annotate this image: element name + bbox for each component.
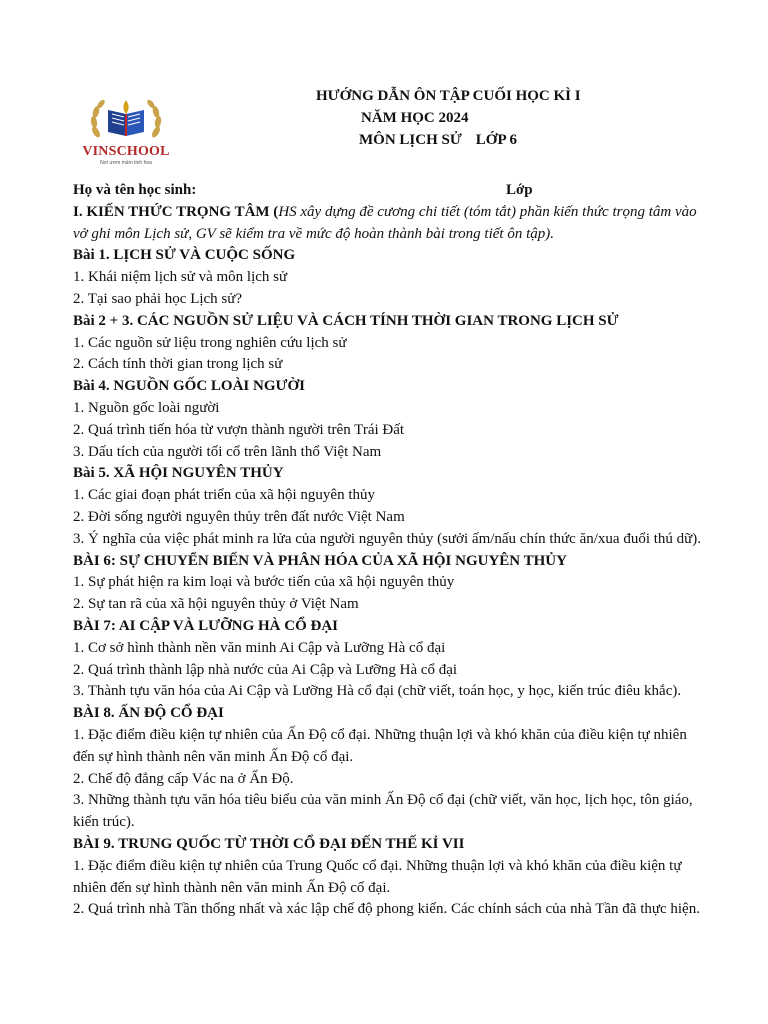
lesson-item: 2. Tại sao phải học Lịch sử? (73, 290, 243, 307)
lesson-item: 2. Quá trình thành lập nhà nước của Ai Cập và Lưỡng Hà cổ đại (73, 661, 458, 678)
lesson-title: Bài 4. NGUỒN GỐC LOÀI NGƯỜI (73, 378, 305, 395)
lesson-item: 1. Sự phát hiện ra kim loại và bước tiến của xã hội nguyên thủy (73, 574, 455, 591)
student-info-row (73, 180, 733, 202)
lesson-item: 1. Nguồn gốc loài người (73, 399, 220, 416)
lesson-item: 3. Ý nghĩa của việc phát minh ra lửa của người nguyên thủy (sưởi ấm/nấu chín thức ăn/xua đuổi thú dữ). (73, 530, 702, 547)
section-note-1: HS xây dựng đề cương chi tiết (tóm tắt) phần kiến thức trọng tâm vào (278, 203, 697, 220)
lesson-item: 1. Các nguồn sử liệu trong nghiên cứu lịch sử (73, 334, 347, 351)
lesson-item: 2. Chế độ đẳng cấp Vác na ở Ấn Độ. (73, 770, 294, 787)
student-name-label: Họ và tên học sinh: (73, 182, 197, 198)
book-laurel-icon (88, 96, 164, 144)
document-title: HƯỚNG DẪN ÔN TẬP CUỐI HỌC KÌ I (316, 88, 581, 104)
subject-grade (359, 132, 517, 149)
lesson-item: 2. Sự tan rã của xã hội nguyên thủy ở Việt Nam (73, 596, 359, 613)
section-note-2: vở ghi môn Lịch sử, GV sẽ kiểm tra về mức độ hoàn thành bài trong tiết ôn tập). (73, 225, 554, 242)
lesson-item: 2. Quá trình nhà Tần thống nhất và xác lập chế độ phong kiến. Các chính sách của nhà Tần đã thực hiện. (73, 901, 700, 918)
lesson-item: 1. Đặc điểm điều kiện tự nhiên của Trung Quốc cổ đại. Những thuận lợi và khó khăn của điều kiện tự (73, 857, 682, 874)
lesson-item: 3. Dấu tích của người tối cổ trên lãnh thổ Việt Nam (73, 443, 382, 460)
lesson-list (73, 245, 733, 921)
lesson-title: Bài 5. XÃ HỘI NGUYÊN THỦY (73, 465, 284, 482)
lesson-item: 2. Cách tính thời gian trong lịch sử (73, 356, 283, 373)
lesson-item: 1. Các giai đoạn phát triển của xã hội nguyên thủy (73, 487, 375, 504)
lesson-item: đến sự hình thành nên văn minh Ấn Độ cổ đại. (73, 748, 354, 765)
lesson-title: Bài 2 + 3. CÁC NGUỒN SỬ LIỆU VÀ CÁCH TÍNH THỜI GIAN TRONG LỊCH SỬ (73, 312, 619, 329)
lesson-title: BÀI 8. ẤN ĐỘ CỔ ĐẠI (73, 705, 224, 722)
lesson-item: 2. Quá trình tiến hóa từ vượn thành người trên Trái Đất (73, 421, 405, 438)
lesson-title: BÀI 6: SỰ CHUYỂN BIẾN VÀ PHÂN HÓA CỦA XÃ HỘI NGUYÊN THỦY (73, 552, 567, 569)
vinschool-logo (78, 96, 174, 166)
lesson-item: 3. Những thành tựu văn hóa tiêu biểu của văn minh Ấn Độ cổ đại (chữ viết, văn học, lịch học, tôn giáo, (73, 792, 693, 809)
class-label: Lớp (506, 182, 533, 198)
document-body (73, 180, 733, 921)
lesson-item: 1. Đặc điểm điều kiện tự nhiên của Ấn Độ cổ đại. Những thuận lợi và khó khăn của điều kiện tự nhiên (73, 726, 687, 743)
school-year: NĂM HỌC 2024 (361, 110, 469, 126)
lesson-item: 1. Khái niệm lịch sử và môn lịch sử (73, 269, 288, 286)
lesson-title: BÀI 9. TRUNG QUỐC TỪ THỜI CỔ ĐẠI ĐẾN THẾ KỈ VII (73, 835, 465, 852)
lesson-item: 2. Đời sống người nguyên thủy trên đất nước Việt Nam (73, 508, 405, 525)
brand-name: VINSCHOOL (82, 144, 170, 159)
lesson-item: kiến trúc). (73, 814, 135, 831)
section-title: I. KIẾN THỨC TRỌNG TÂM ( (73, 203, 279, 220)
brand-tagline: Nơi ươm mầm tinh hoa (100, 160, 152, 166)
lesson-item: nhiên đến sự hình thành nên văn minh Ấn Độ cổ đại. (73, 879, 391, 896)
section-heading (73, 202, 733, 224)
lesson-item: 1. Cơ sở hình thành nền văn minh Ai Cập và Lưỡng Hà cổ đại (73, 639, 446, 656)
lesson-item: 3. Thành tựu văn hóa của Ai Cập và Lưỡng Hà cổ đại (chữ viết, toán học, y học, kiến trúc điêu khắc). (73, 683, 682, 700)
lesson-title: BÀI 7: AI CẬP VÀ LƯỠNG HÀ CỔ ĐẠI (73, 617, 339, 634)
subject-label: MÔN LỊCH SỬ (359, 132, 462, 148)
grade-label: LỚP 6 (475, 132, 518, 148)
lesson-title: Bài 1. LỊCH SỬ VÀ CUỘC SỐNG (73, 247, 296, 264)
